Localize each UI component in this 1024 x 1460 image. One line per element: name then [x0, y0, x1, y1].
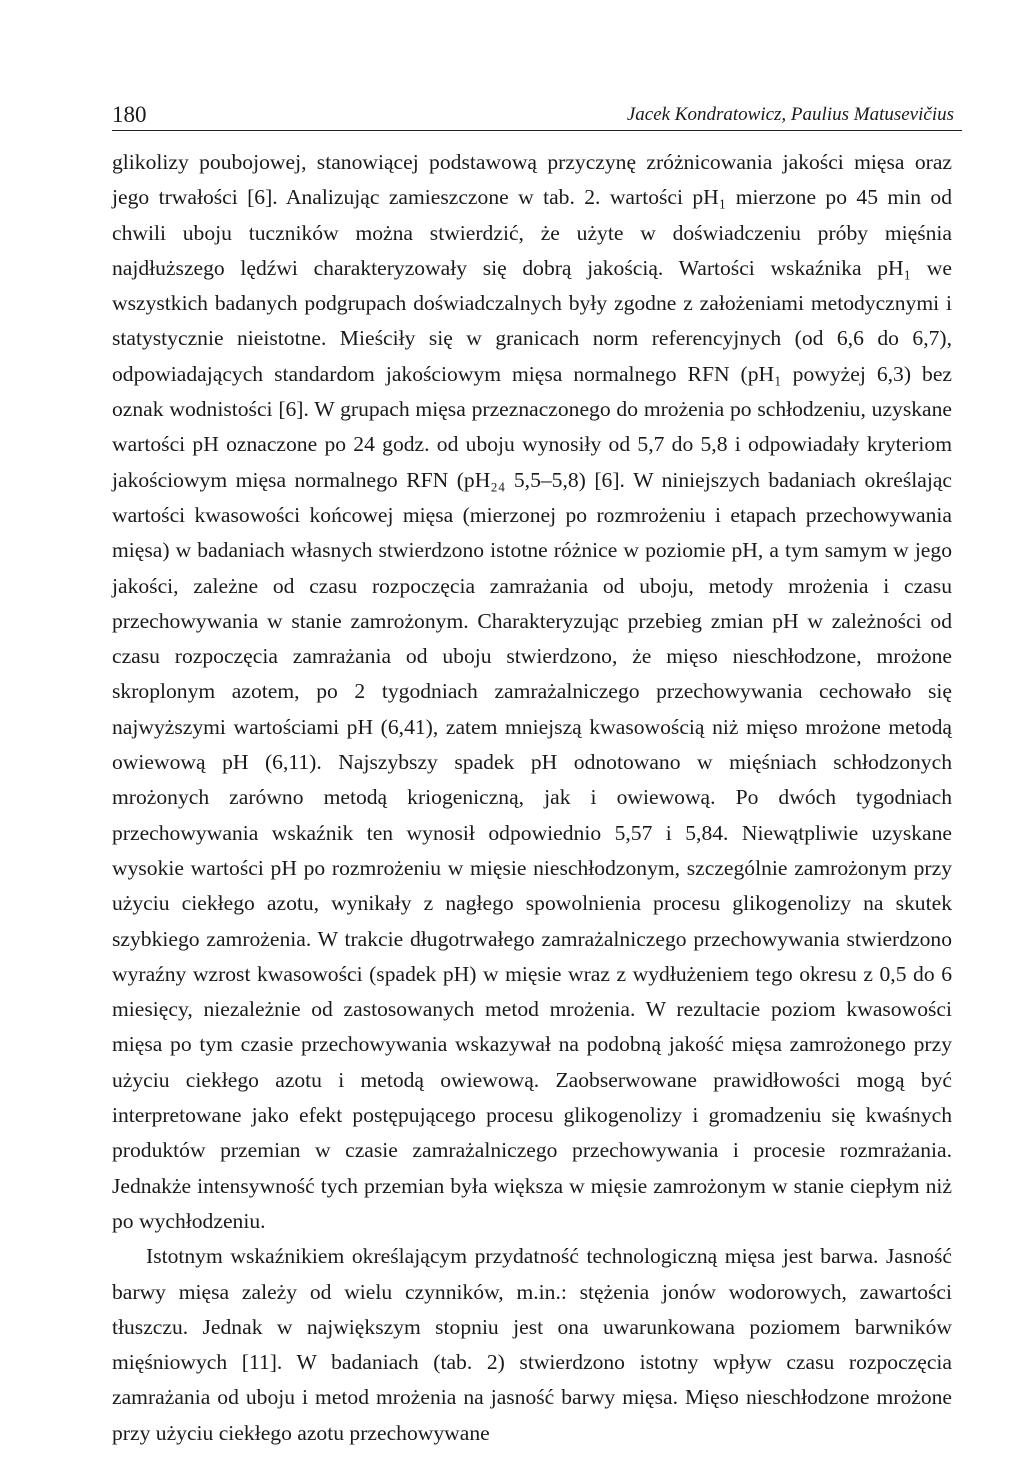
body-text	[112, 145, 952, 1451]
page-number: 180	[112, 102, 147, 127]
paragraph-2: Istotnym wskaźnikiem określającym przydatność technologiczną mięsa jest barwa. Jasność barwy mięsa zależy od wielu czynników, m.in.: stężenia jonów wodorowych, zawartości tłuszczu. Jednak w największym stopniu jest ona uwarunkowana poziomem barwników mięśniowych [11]. W badaniach (tab. 2) stwierdzono istotny wpływ czasu rozpoczęcia zamrażania od uboju i metod mrożenia na jasność barwy mięsa. Mięso nieschłodzone mrożone przy użyciu ciekłego azotu przechowywane	[112, 1244, 952, 1445]
running-head-authors: Jacek Kondratowicz, Paulius Matusevičius	[626, 104, 954, 125]
paragraph-1: glikolizy poubojowej, stanowiącej podstawową przyczynę zróżnicowania jakości mięsa oraz jego trwałości [6]. Analizując zamieszczone w tab. 2. wartości pH₁ mierzone po 45 min od chwili uboju tuczników można stwierdzić, że użyte w doświadczeniu próby mięśnia najdłuższego lędźwi charakteryzowały się dobrą jakością. Wartości wskaźnika pH₁ we wszystkich badanych podgrupach doświadczalnych były zgodne z założeniami metodycznymi i statystycznie nieistotne. Mieściły się w granicach norm referencyjnych (od 6,6 do 6,7), odpowiadających standardom jakościowym mięsa normalnego RFN (pH₁ powyżej 6,3) bez oznak wodnistości [6]. W grupach mięsa przeznaczonego do mrożenia po schłodzeniu, uzyskane wartości pH oznaczone po 24 godz. od uboju wynosiły od 5,7 do 5,8 i odpowiadały kryteriom jakościowym mięsa normalnego RFN (pH₂₄ 5,5–5,8) [6]. W niniejszych badaniach określając wartości kwasowości końcowej mięsa (mierzonej po rozmrożeniu i etapach przechowywania mięsa) w badaniach własnych stwierdzono istotne różnice w poziomie pH, a tym samym w jego jakości, zależne od czasu rozpoczęcia zamrażania od uboju, metody mrożenia i czasu przechowywania w stanie zamrożonym. Charakteryzując przebieg zmian pH w zależności od czasu rozpoczęcia zamrażania od uboju stwierdzono, że mięso nieschłodzone, mrożone skroplonym azotem, po 2 tygodniach zamrażalniczego przechowywania cechowało się najwyższymi wartościami pH (6,41), zatem mniejszą kwasowością niż mięso mrożone metodą owiewową pH (6,11). Najszybszy spadek pH odnotowano w mięśniach schłodzonych mrożonych zarówno metodą kriogeniczną, jak i owiewową. Po dwóch tygodniach przechowywania wskaźnik ten wynosił odpowiednio 5,57 i 5,84. Niewątpliwie uzyskane wysokie wartości pH po rozmrożeniu w mięsie nieschłodzonym, szczególnie zamrożonym przy użyciu ciekłego azotu, wynikały z nagłego spowolnienia procesu glikogenolizy na skutek szybkiego zamrożenia. W trakcie długotrwałego zamrażalniczego przechowywania stwierdzono wyraźny wzrost kwasowości (spadek pH) w mięsie wraz z wydłużeniem tego okresu z 0,5 do 6 miesięcy, niezależnie od zastosowanych metod mrożenia. W rezultacie poziom kwasowości mięsa po tym czasie przechowywania wskazywał na podobną jakość mięsa zamrożonego przy użyciu ciekłego azotu i metodą owiewową. Zaobserwowane prawidłowości mogą być interpretowane jako efekt postępującego procesu glikogenolizy i gromadzeniu się kwaśnych produktów przemian w czasie zamrażalniczego przechowywania i procesie rozmrażania. Jednakże intensywność tych przemian była większa w mięsie zamrożonym w stanie ciepłym niż po wychłodzeniu.	[112, 150, 952, 1233]
page-header	[112, 96, 962, 131]
